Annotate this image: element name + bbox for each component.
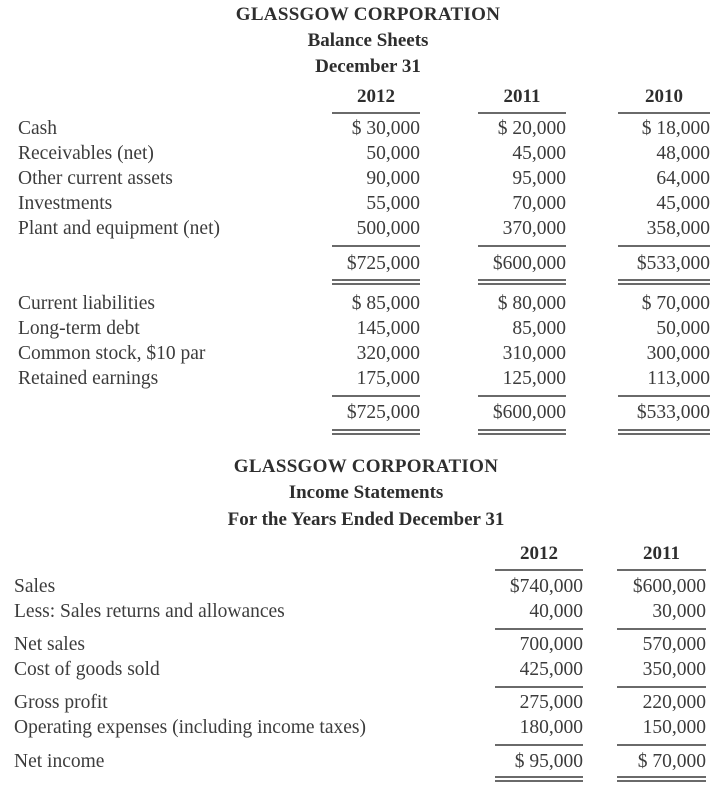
value-2011: $ 80,000 xyxy=(497,293,566,314)
double-underline xyxy=(478,429,566,435)
value-2012: 425,000 xyxy=(519,659,583,680)
value-2012: 275,000 xyxy=(519,692,583,713)
value-2011: 85,000 xyxy=(512,318,566,339)
row-label: Current liabilities xyxy=(18,293,156,314)
total-2010: $533,000 xyxy=(636,402,710,423)
bs-year-2010: 2010 xyxy=(645,86,683,107)
subtotal-rule xyxy=(617,744,706,746)
subtotal-rule xyxy=(332,395,420,397)
value-2011: 95,000 xyxy=(512,168,566,189)
double-underline xyxy=(332,279,420,285)
row-label: Sales xyxy=(14,576,56,597)
total-2010: $533,000 xyxy=(636,253,710,274)
row-label: Retained earnings xyxy=(18,368,159,389)
subtotal-rule xyxy=(495,744,583,746)
value-2012: 320,000 xyxy=(356,343,420,364)
bs-year-rule xyxy=(332,112,420,114)
value-2010: 113,000 xyxy=(647,368,710,389)
balance-sheet-title: Balance Sheets xyxy=(307,30,429,51)
is-year-rule xyxy=(617,569,706,571)
double-underline xyxy=(495,776,583,782)
value-2012: $ 30,000 xyxy=(351,118,420,139)
subtotal-rule xyxy=(618,245,710,247)
row-label: Net income xyxy=(14,751,105,772)
subtotal-rule xyxy=(495,686,583,688)
bs-year-rule xyxy=(478,112,566,114)
value-2011: 70,000 xyxy=(512,193,566,214)
value-2011: $ 70,000 xyxy=(637,751,706,772)
value-2010: 64,000 xyxy=(656,168,710,189)
row-label: Operating expenses (including income taxes) xyxy=(14,717,366,738)
row-label: Investments xyxy=(18,193,113,214)
value-2011: $ 20,000 xyxy=(497,118,566,139)
value-2012: $ 85,000 xyxy=(351,293,420,314)
value-2011: 350,000 xyxy=(642,659,706,680)
value-2010: 358,000 xyxy=(646,218,710,239)
income-statement-company: GLASSGOW CORPORATION xyxy=(233,456,499,477)
value-2010: 300,000 xyxy=(646,343,710,364)
value-2012: 700,000 xyxy=(519,634,583,655)
value-2012: 40,000 xyxy=(529,601,583,622)
row-label: Plant and equipment (net) xyxy=(18,218,220,239)
value-2010: 50,000 xyxy=(656,318,710,339)
is-year-rule xyxy=(495,569,583,571)
value-2011: 30,000 xyxy=(652,601,706,622)
value-2012: 175,000 xyxy=(356,368,420,389)
row-label: Other current assets xyxy=(18,168,173,189)
total-2012: $725,000 xyxy=(346,253,420,274)
double-underline xyxy=(618,429,710,435)
row-label: Cost of goods sold xyxy=(14,659,160,680)
value-2010: $ 70,000 xyxy=(641,293,710,314)
subtotal-rule xyxy=(332,245,420,247)
value-2011: 570,000 xyxy=(642,634,706,655)
value-2012: 90,000 xyxy=(366,168,420,189)
subtotal-rule xyxy=(478,395,566,397)
is-year-2011: 2011 xyxy=(643,543,680,564)
value-2011: 150,000 xyxy=(642,717,706,738)
row-label: Receivables (net) xyxy=(18,143,154,164)
row-label: Less: Sales returns and allowances xyxy=(14,601,285,622)
balance-sheet-date: December 31 xyxy=(315,56,421,77)
value-2012: 180,000 xyxy=(519,717,583,738)
double-underline xyxy=(617,776,706,782)
value-2012: 55,000 xyxy=(366,193,420,214)
income-statement-title: Income Statements xyxy=(288,482,444,503)
double-underline xyxy=(478,279,566,285)
double-underline xyxy=(332,429,420,435)
subtotal-rule xyxy=(617,628,706,630)
value-2010: 48,000 xyxy=(656,143,710,164)
value-2011: 220,000 xyxy=(642,692,706,713)
value-2012: $ 95,000 xyxy=(514,751,583,772)
subtotal-rule xyxy=(617,686,706,688)
bs-year-2012: 2012 xyxy=(357,86,395,107)
value-2012: 145,000 xyxy=(356,318,420,339)
value-2011: $600,000 xyxy=(632,576,706,597)
subtotal-rule xyxy=(478,245,566,247)
bs-year-rule xyxy=(618,112,710,114)
value-2011: 310,000 xyxy=(502,343,566,364)
value-2011: 45,000 xyxy=(512,143,566,164)
value-2011: 370,000 xyxy=(502,218,566,239)
total-2011: $600,000 xyxy=(492,253,566,274)
income-statement-period: For the Years Ended December 31 xyxy=(227,509,505,530)
value-2010: 45,000 xyxy=(656,193,710,214)
total-2011: $600,000 xyxy=(492,402,566,423)
total-2012: $725,000 xyxy=(346,402,420,423)
value-2012: 500,000 xyxy=(356,218,420,239)
row-label: Net sales xyxy=(14,634,85,655)
row-label: Common stock, $10 par xyxy=(18,343,206,364)
value-2012: 50,000 xyxy=(366,143,420,164)
value-2012: $740,000 xyxy=(509,576,583,597)
double-underline xyxy=(618,279,710,285)
row-label: Cash xyxy=(18,118,57,139)
row-label: Gross profit xyxy=(14,692,108,713)
subtotal-rule xyxy=(618,395,710,397)
balance-sheet-company: GLASSGOW CORPORATION xyxy=(235,4,501,25)
is-year-2012: 2012 xyxy=(520,543,558,564)
value-2011: 125,000 xyxy=(502,368,566,389)
bs-year-2011: 2011 xyxy=(503,86,541,107)
value-2010: $ 18,000 xyxy=(641,118,710,139)
row-label: Long-term debt xyxy=(18,318,140,339)
subtotal-rule xyxy=(495,628,583,630)
